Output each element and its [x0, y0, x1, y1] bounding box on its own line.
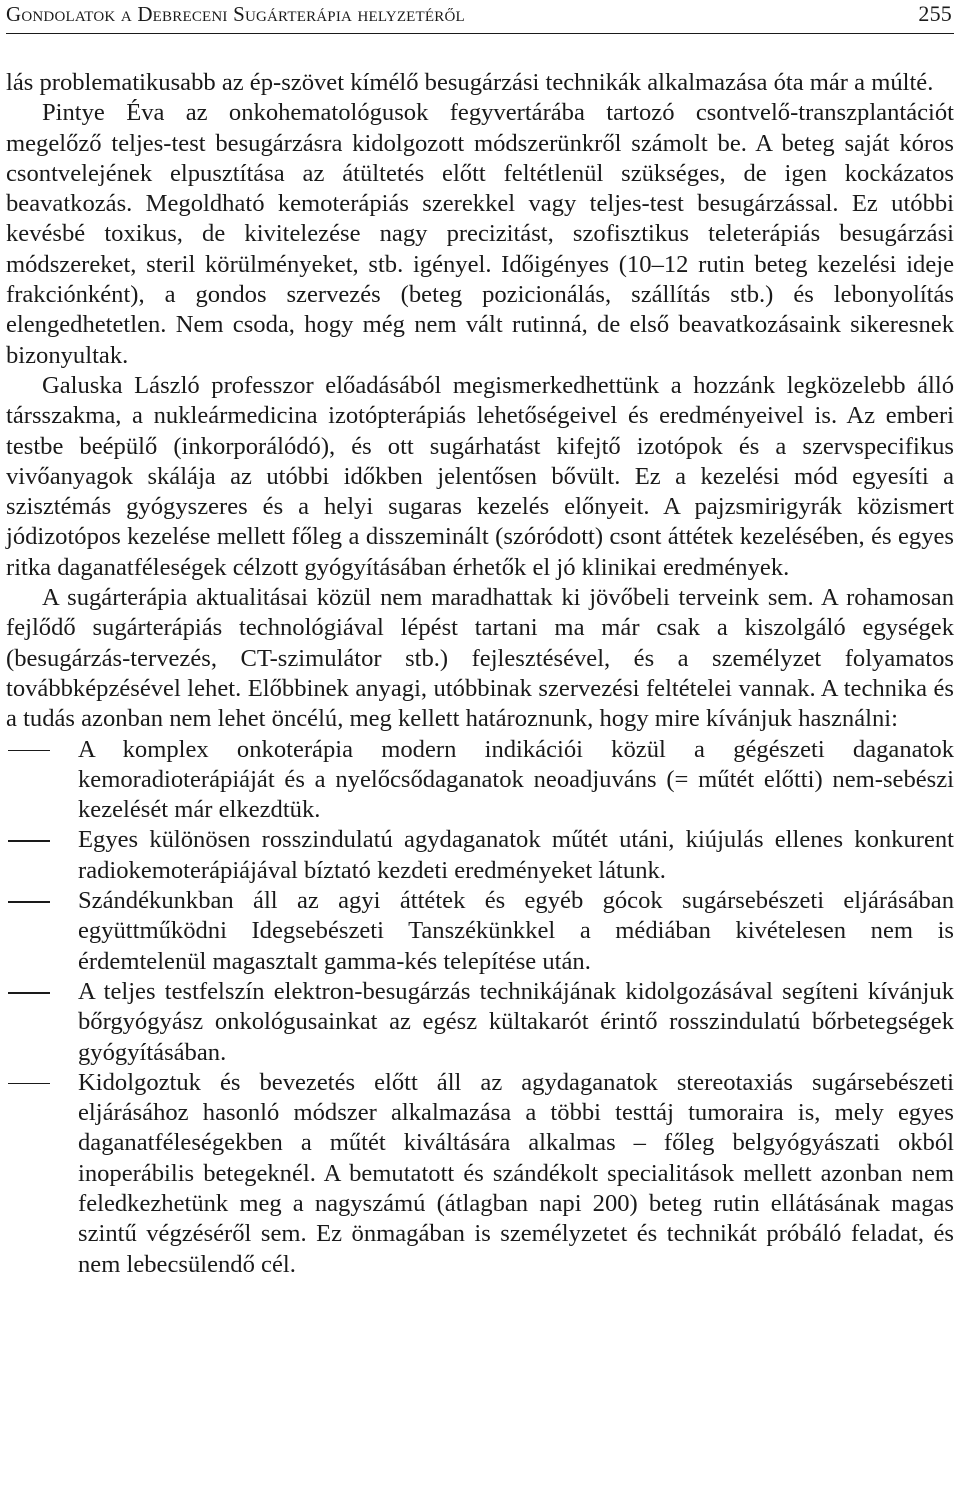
list-item: [6, 825, 954, 886]
paragraph: A sugárterápia aktualitásai közül nem maradhattak ki jövőbeli terveink sem. A rohamosan fejlődő sugárterápiás technológiával lépést tartani ma már csak a kiszolgáló egységek (besugárzás-tervezés, CT-szimulátor stb.) fejlesztésével, és a személyzet folyamatos továbbképzésével lehet. Előbbinek anyagi, utóbbinak szervezési feltételei vannak. A technika és a tudás azonban nem lehet öncélú, meg kellett határoznunk, hogy mire kívánjuk használni:: [6, 584, 954, 733]
list-item: [6, 735, 954, 826]
list-item: [6, 1068, 954, 1280]
page-number: 255: [918, 1, 952, 26]
paragraph: lás problematikusabb az ép-szövet kímélő besugárzási technikák alkalmazása óta már a múlté.: [6, 69, 934, 96]
document-page: [6, 0, 954, 1280]
paragraph: Galuska László professzor előadásából megismerkedhettünk a hozzánk legközelebb álló társszakma, a nukleármedicina izotópterápiás lehetőségeivel és eredményeivel is. Az emberi testbe beépülő (inkorporálódó), és ott sugárhatást kifejtő izotópok és a szervspecifikus vivőanyagok skálája az utóbbi időkben jelentősen bővült. Ez a kezelési mód egyesíti a szisztémás gyógyszeres és a helyi sugaras kezelés előnyeit. A pajzsmirigyrák közismert jódizotópos kezelése mellett főleg a disszeminált (szóródott) csont áttétek kezelésében, és egyes ritka daganatféleségek célzott gyógyításában érhetők el jó klinikai eredmények.: [6, 371, 954, 581]
list-item-text: A komplex onkoterápia modern indikációi közül a gégészeti daganatok kemoradioterápiáját és a nyelőcsődaganatok neoadjuváns (= műtét előtti) nem-sebészi kezelését már elkezdtük.: [78, 735, 954, 824]
list-item-text: A teljes testfelszín elektron-besugárzás technikájának kidolgozásával segíteni kívánjuk bőrgyógyász onkológusainkat az egész kültakarót érintő rosszindulatú bőrbetegségek gyógyításában.: [78, 977, 954, 1066]
list-item: [6, 886, 954, 977]
paragraph: Pintye Éva az onkohematológusok fegyvertárába tartozó csontvelő-transzplantációt megelőző teljes-test besugárzásra kidolgozott módszerünkről számolt be. A beteg saját kóros csontvelejének elpusztítása az átültetés előtt feltétlenül szükséges, de igen kockázatos beavatkozás. Megoldható kemoterápiás szerekkel vagy teljes-test besugárzással. Ez utóbbi kevésbé toxikus, de kivitelezése nagy precizitást, szofisztikus teleterápiás besugárzási módszereket, steril körülményeket, stb. igényel. Időigényes (10–12 rutin beteg kezelési ideje frakciónként), a gondos szervezés (beteg pozicionálás, szállítás stb.) és lebonyolítás elengedhetetlen. Nem csoda, hogy még nem vált rutinná, de első beavatkozásaink sikeresnek bizonyultak.: [6, 99, 954, 369]
list-item-text: Kidolgoztuk és bevezetés előtt áll az agydaganatok stereotaxiás sugársebészeti eljárásához hasonló módszer alkalmazása a többi testtáj tumoraira is, mely egyes daganatféleségekben a műtét kiváltására alkalmas – főleg belgyógyászati okból inoperábilis betegeknél. A bemutatott és szándékolt specialitások mellett azonban nem feledkezhetünk meg a nagyszámú (átlagban napi 200) beteg rutin ellátásának magas szintű végzéséről sem. Ez önmagában is személyzetet és technikát próbáló feladat, és nem lebecsülendő cél.: [78, 1068, 954, 1278]
body-text: [6, 68, 954, 1280]
dash-list: [6, 735, 954, 1280]
running-title: Gondolatok a Debreceni Sugárterápia helyzetéről: [6, 2, 465, 26]
list-item-text: Egyes különösen rosszindulatú agydaganatok műtét utáni, kiújulás ellenes konkurent radiokemoterápiájával bíztató kezdeti eredményeket látunk.: [78, 826, 954, 884]
list-item-text: Szándékunkban áll az agyi áttétek és egyéb gócok sugársebészeti eljárásában együttműködni Idegsebészeti Tanszékünkkel a médiában kivételesen nem is érdemtelenül magasztalt gamma-kés telepítése után.: [78, 887, 954, 975]
list-item: [6, 977, 954, 1068]
running-header: [6, 0, 954, 34]
